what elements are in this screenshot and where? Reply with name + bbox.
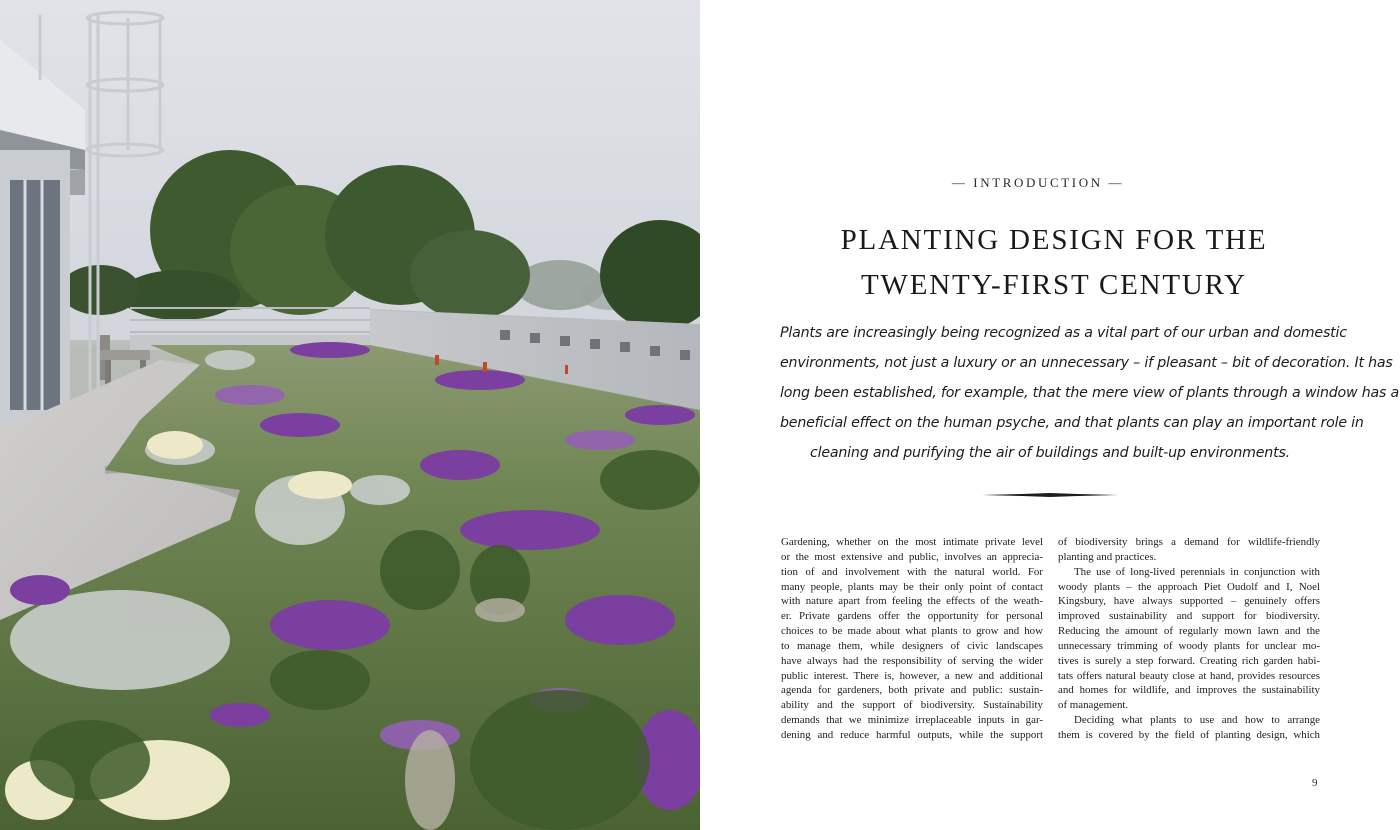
body-line: and homes for wildlife, and improves the sustainability (1058, 684, 1320, 697)
body-line: tion of and involvement with the natural world. For (781, 565, 1043, 578)
body-line: improved sustainability and support for biodiversity. (1058, 610, 1320, 623)
body-line: many people, plants may be their only point of contact (781, 580, 1043, 593)
body-line: dening and reduce harmful outputs, while the support (781, 728, 1043, 741)
body-line: ability and the support of biodiversity. Sustainability (781, 699, 1043, 712)
section-kicker: — INTRODUCTION — (951, 175, 1125, 190)
lead-line: cleaning and purifying the air of buildings and built-up environments. (810, 445, 1290, 461)
body-line: planting and practices. (1058, 550, 1157, 563)
body-line: of biodiversity brings a demand for wildlife-friendly (1058, 536, 1320, 548)
body-line: woody plants – the approach Piet Oudolf and I, Noel (1058, 580, 1320, 593)
body-line: Kingsbury, have always supported – genuinely offers (1058, 595, 1320, 608)
body-line: or the most extensive and public, involves an apprecia- (781, 550, 1043, 563)
chapter-title-line: TWENTY-FIRST CENTURY (861, 269, 1247, 301)
body-line: of management. (1058, 699, 1129, 712)
body-line: unnecessary trimming of woody plants for unclear mo- (1058, 639, 1320, 652)
body-line: have always had the responsibility of serving the wider (781, 654, 1043, 667)
body-line: tats offers natural beauty close at hand, provides resources (1058, 669, 1320, 682)
body-columns (781, 535, 1320, 743)
body-line: agenda for gardeners, both private and public: sustain- (781, 684, 1043, 697)
lead-line: environments, not just a luxury or an unnecessary – if pleasant – bit of decoration. It has (780, 355, 1393, 371)
chapter-title-line: PLANTING DESIGN FOR THE (840, 224, 1268, 256)
body-column-right (1058, 535, 1320, 743)
lead-line: Plants are increasingly being recognized as a vital part of our urban and domestic (780, 325, 1347, 341)
lead-line: beneficial effect on the human psyche, and that plants can play an important role in (780, 415, 1364, 431)
body-line: er. Private gardens offer the opportunity for personal (781, 610, 1043, 623)
body-line: Deciding what plants to use and how to arrange (1074, 714, 1320, 727)
body-line: Gardening, whether on the most intimate private level (781, 536, 1043, 548)
page-number: 9 (1312, 777, 1318, 789)
body-line: to manage them, while designers of civic landscapes (781, 639, 1043, 652)
body-line: demands that we minimize irreplaceable inputs in gar- (781, 714, 1043, 727)
body-line: public interest. There is, however, a new and additional (781, 669, 1043, 682)
body-line: with nature apart from feeling the effects of the weath- (781, 595, 1043, 608)
right-page-text (700, 0, 1400, 830)
body-line: them is covered by the field of planting design, which (1058, 728, 1320, 741)
divider-ornament-icon (982, 492, 1118, 498)
body-line: The use of long-lived perennials in conjunction with (1074, 565, 1320, 578)
body-line: Reducing the amount of regularly mown lawn and the (1058, 625, 1320, 638)
body-line: choices to be made about what plants to grow and how (781, 625, 1043, 638)
chapter-title (700, 218, 1400, 308)
body-line: tives is surely a step forward. Creating rich garden habi- (1058, 654, 1320, 667)
body-column-left (781, 535, 1043, 743)
lead-line: long been established, for example, that the mere view of plants through a window has a (780, 385, 1400, 401)
lead-paragraph (780, 318, 1400, 468)
